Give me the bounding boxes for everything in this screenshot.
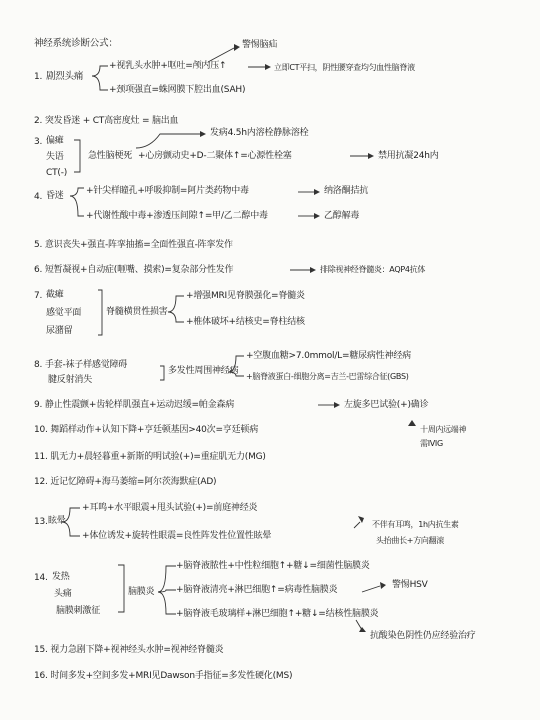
item-1-top: +视乳头水肿+呕吐=颅内压↑ [109, 61, 227, 71]
item-13-number: 13. [34, 517, 48, 527]
item-5: 5. 意识丧失+强直-阵挛抽搐=全面性强直-阵挛发作 [34, 240, 233, 250]
item-4-number: 4. [34, 192, 43, 202]
item-3-line1: 偏瘫 [46, 136, 64, 146]
item-7-line2: 感觉平面 [46, 308, 82, 318]
item-10-right1: 十周内远端神 [420, 425, 467, 434]
item-1-bottom: +颈项强直=蛛网膜下腔出血(SAH) [109, 85, 246, 95]
item-3-line3: CT(-) [46, 168, 68, 178]
item-1-number: 1. [34, 72, 43, 82]
item-8-bottom: +脑脊液蛋白-细胞分离=吉兰-巴雷综合征(GBS) [246, 372, 409, 381]
item-1-label: 剧烈头痛 [46, 71, 84, 82]
item-2: 2. 突发昏迷 + CT高密度灶 = 脑出血 [34, 116, 179, 126]
item-3-right: 禁用抗凝24h内 [378, 151, 439, 161]
item-4-top: +针尖样瞳孔+呼吸抑制=阿片类药物中毒 [86, 186, 249, 196]
item-14-row2-right: 警惕HSV [392, 580, 428, 590]
item-13-top: +耳鸣+水平眼震+甩头试验(+)=前庭神经炎 [82, 503, 258, 513]
item-3-number: 3. [34, 137, 43, 147]
item-7-line1: 截瘫 [46, 290, 64, 300]
item-12: 12. 近记忆障碍+海马萎缩=阿尔茨海默症(AD) [34, 477, 217, 487]
item-13-right1: 不伴有耳鸣，1h内抗生素 [372, 520, 459, 529]
item-15: 15. 视力急剧下降+视神经头水肿=视神经脊髓炎 [34, 645, 224, 655]
item-4-top-right: 纳洛酮拮抗 [324, 186, 369, 196]
item-6-right: 排除视神经脊髓炎：AQP4抗体 [320, 265, 426, 274]
item-14-row3: +脑脊液毛玻璃样+淋巴细胞↑+糖↓=结核性脑膜炎 [176, 609, 379, 619]
item-8-line1: 8. 手套-袜子样感觉障碍 [34, 360, 128, 370]
item-3-up: 发病4.5h内溶栓静脉溶栓 [210, 128, 309, 138]
item-6: 6. 短暂凝视+自动症(咂嘴、摸索)=复杂部分性发作 [34, 265, 234, 275]
item-3-line2: 失语 [46, 152, 64, 162]
item-14-line2: 头痛 [54, 589, 72, 599]
item-11: 11. 肌无力+晨轻暮重+新斯的明试验(+)=重症肌无力(MG) [34, 452, 266, 462]
item-3-mid2: +心房颤动史+D-二聚体↑=心源性栓塞 [138, 151, 292, 161]
item-8-mid: 多发性周围神经病 [168, 366, 239, 376]
item-7-top: +增强MRI见脊膜强化=脊髓炎 [186, 291, 305, 301]
item-8-line2: 腱反射消失 [48, 375, 93, 385]
item-7-mid: 脊髓横贯性损害 [106, 307, 168, 317]
item-13-right2: 头抬曲长+方向翻滚 [376, 536, 445, 545]
item-10-right2: 需IVIG [420, 439, 443, 448]
item-7-number: 7. [34, 291, 43, 301]
item-14-number: 14. [34, 573, 48, 583]
item-4-label: 昏迷 [46, 191, 64, 201]
item-10: 10. 舞蹈样动作+认知下降+亨廷顿基因>40次=亨廷顿病 [34, 425, 258, 435]
item-1-top-arrow: 警惕脑疝 [242, 40, 278, 50]
item-9-right: 左旋多巴试验(+)确诊 [344, 400, 429, 410]
item-14-row3-right: 抗酸染色阴性仍应经验治疗 [370, 631, 476, 641]
item-14-row2: +脑脊液清亮+淋巴细胞↑=病毒性脑膜炎 [176, 585, 338, 595]
item-4-bottom: +代谢性酸中毒+渗透压间隙↑=甲/乙二醇中毒 [86, 211, 268, 221]
page-title: 神经系统诊断公式： [34, 38, 118, 49]
item-7-bottom: +椎体破坏+结核史=脊柱结核 [186, 317, 305, 327]
item-14-mid: 脑膜炎 [128, 587, 155, 597]
item-1-right: 立即CT平扫，阴性腰穿查均匀血性脑脊液 [274, 63, 415, 72]
item-16: 16. 时间多发+空间多发+MRI见Dawson手指征=多发性硬化(MS) [34, 671, 293, 681]
item-13-bottom: +体位诱发+旋转性眼震=良性阵发性位置性眩晕 [82, 531, 272, 541]
item-14-line1: 发热 [52, 572, 70, 582]
item-7-line3: 尿潴留 [46, 326, 73, 336]
item-9: 9. 静止性震颤+齿轮样肌强直+运动迟缓=帕金森病 [34, 400, 235, 410]
item-14-row1: +脑脊液脓性+中性粒细胞↑+糖↓=细菌性脑膜炎 [176, 561, 370, 571]
item-8-top: +空腹血糖>7.0mmol/L=糖尿病性神经病 [246, 351, 411, 361]
item-13-label: 眩晕 [48, 516, 66, 526]
item-14-line3: 脑膜刺激征 [56, 606, 101, 616]
item-3-mid1: 急性脑梗死 [88, 151, 133, 161]
item-4-bottom-right: 乙醇解毒 [324, 211, 360, 221]
